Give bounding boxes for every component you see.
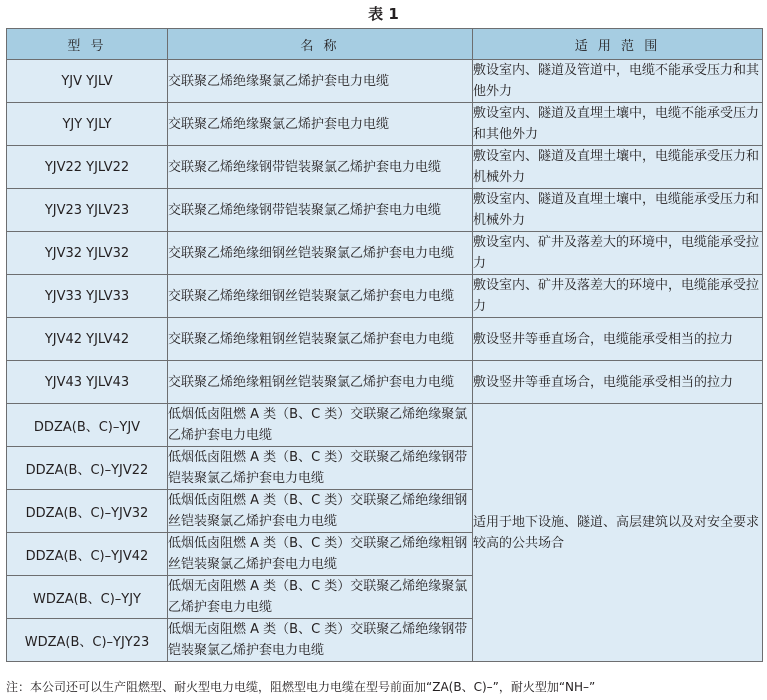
table-row [7, 318, 763, 361]
name-cell: 交联聚乙烯绝缘粗钢丝铠装聚氯乙烯护套电力电缆 [168, 361, 473, 404]
model-cell: YJV43 YJLV43 [7, 361, 168, 404]
table-row [7, 189, 763, 232]
cable-spec-table [6, 28, 763, 662]
name-cell: 交联聚乙烯绝缘聚氯乙烯护套电力电缆 [168, 60, 473, 103]
table-caption: 表 1 [368, 5, 399, 23]
table-row [7, 361, 763, 404]
table-row [7, 60, 763, 103]
name-cell: 交联聚乙烯绝缘粗钢丝铠装聚氯乙烯护套电力电缆 [168, 318, 473, 361]
model-cell: YJV YJLV [7, 60, 168, 103]
scope-cell: 敷设室内、矿井及落差大的环境中，电缆能承受拉力 [473, 232, 763, 275]
model-cell: YJV23 YJLV23 [7, 189, 168, 232]
table-row [7, 275, 763, 318]
table-row [7, 103, 763, 146]
name-cell: 低烟无卤阻燃 A 类（B、C 类）交联聚乙烯绝缘聚氯乙烯护套电力电缆 [168, 576, 473, 619]
model-cell: YJV42 YJLV42 [7, 318, 168, 361]
model-cell: YJV22 YJLV22 [7, 146, 168, 189]
name-cell: 低烟低卤阻燃 A 类（B、C 类）交联聚乙烯绝缘钢带铠装聚氯乙烯护套电力电缆 [168, 447, 473, 490]
model-cell: YJV32 YJLV32 [7, 232, 168, 275]
scope-cell: 敷设室内、隧道及直埋土壤中，电缆能承受压力和机械外力 [473, 189, 763, 232]
table-footnote: 注：本公司还可以生产阻燃型、耐火型电力电缆，阻燃型电力电缆在型号前面加“ZA(B、C)–”，耐火型加“NH–” [6, 680, 596, 694]
name-cell: 交联聚乙烯绝缘钢带铠装聚氯乙烯护套电力电缆 [168, 146, 473, 189]
name-cell: 低烟低卤阻燃 A 类（B、C 类）交联聚乙烯绝缘聚氯乙烯护套电力电缆 [168, 404, 473, 447]
model-cell: DDZA(B、C)–YJV [7, 404, 168, 447]
table-row [7, 404, 763, 447]
scope-cell: 敷设室内、隧道及管道中，电缆不能承受压力和其他外力 [473, 60, 763, 103]
scope-cell: 敷设竖井等垂直场合，电缆能承受相当的拉力 [473, 361, 763, 404]
header-model: 型 号 [7, 29, 168, 60]
name-cell: 交联聚乙烯绝缘细钢丝铠装聚氯乙烯护套电力电缆 [168, 232, 473, 275]
model-cell: DDZA(B、C)–YJV32 [7, 490, 168, 533]
table-row [7, 146, 763, 189]
model-cell: DDZA(B、C)–YJV22 [7, 447, 168, 490]
scope-cell: 敷设竖井等垂直场合，电缆能承受相当的拉力 [473, 318, 763, 361]
name-cell: 低烟无卤阻燃 A 类（B、C 类）交联聚乙烯绝缘钢带铠装聚氯乙烯护套电力电缆 [168, 619, 473, 662]
scope-cell: 敷设室内、隧道及直埋土壤中，电缆能承受压力和机械外力 [473, 146, 763, 189]
model-cell: WDZA(B、C)–YJY [7, 576, 168, 619]
header-name: 名 称 [168, 29, 473, 60]
name-cell: 交联聚乙烯绝缘钢带铠装聚氯乙烯护套电力电缆 [168, 189, 473, 232]
model-cell: YJY YJLY [7, 103, 168, 146]
name-cell: 低烟低卤阻燃 A 类（B、C 类）交联聚乙烯绝缘细钢丝铠装聚氯乙烯护套电力电缆 [168, 490, 473, 533]
scope-cell: 敷设室内、隧道及直埋土壤中，电缆不能承受压力和其他外力 [473, 103, 763, 146]
table-row [7, 232, 763, 275]
merged-scope-cell: 适用于地下设施、隧道、高层建筑以及对安全要求较高的公共场合 [473, 404, 763, 662]
model-cell: WDZA(B、C)–YJY23 [7, 619, 168, 662]
scope-cell: 敷设室内、矿井及落差大的环境中，电缆能承受拉力 [473, 275, 763, 318]
name-cell: 低烟低卤阻燃 A 类（B、C 类）交联聚乙烯绝缘粗钢丝铠装聚氯乙烯护套电力电缆 [168, 533, 473, 576]
name-cell: 交联聚乙烯绝缘细钢丝铠装聚氯乙烯护套电力电缆 [168, 275, 473, 318]
model-cell: YJV33 YJLV33 [7, 275, 168, 318]
table-header-row [7, 29, 763, 60]
model-cell: DDZA(B、C)–YJV42 [7, 533, 168, 576]
name-cell: 交联聚乙烯绝缘聚氯乙烯护套电力电缆 [168, 103, 473, 146]
header-scope: 适 用 范 围 [473, 29, 763, 60]
